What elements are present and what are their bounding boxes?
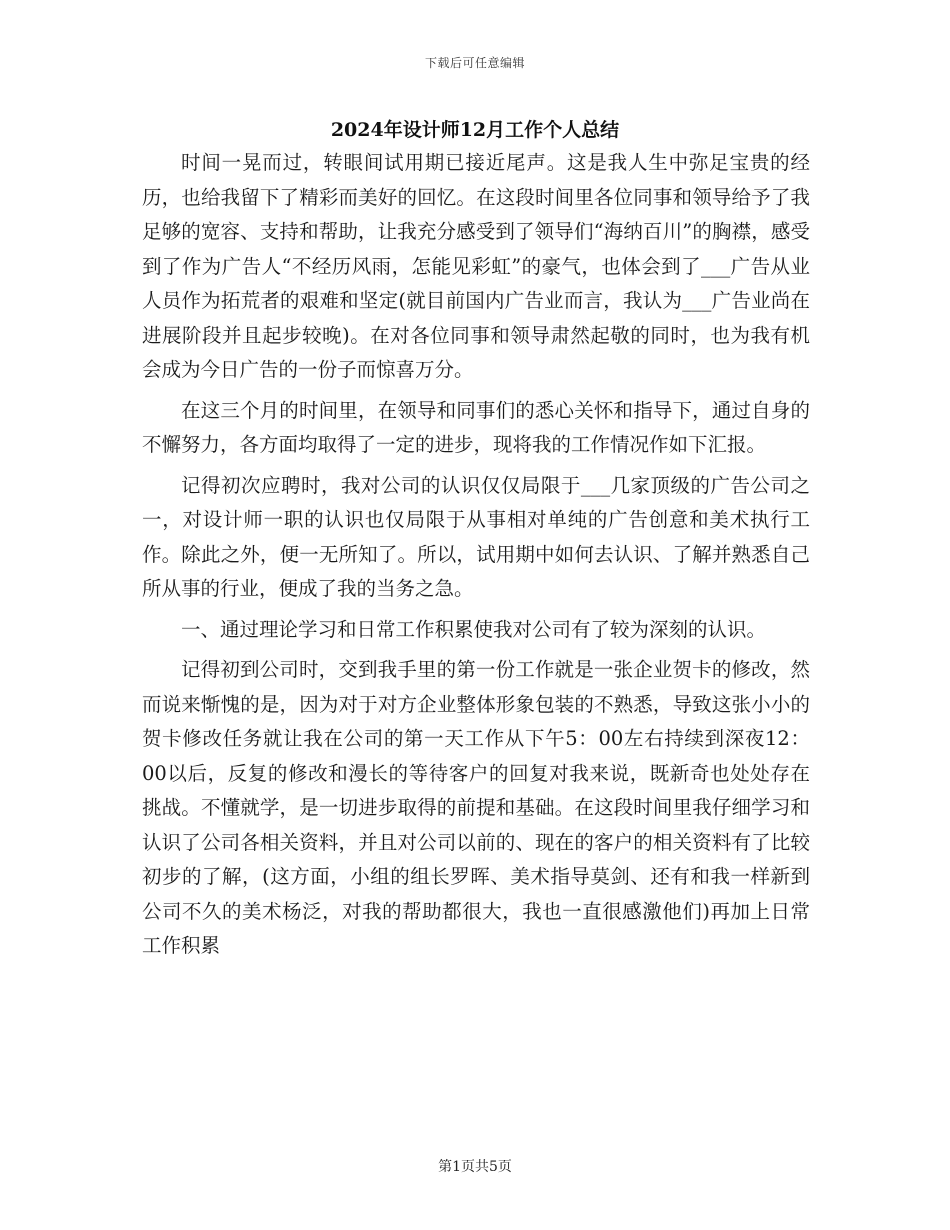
header-note: 下载后可任意编辑 — [424, 56, 525, 70]
paragraph-4: 一、通过理论学习和日常工作积累使我对公司有了较为深刻的认识。 — [181, 617, 767, 641]
document-title: 2024年设计师12月工作个人总结 — [330, 119, 620, 141]
paragraph-1: 时间一晃而过，转眼间试用期已接近尾声。这是我人生中弥足宝贵的经历，也给我留下了精彩而美好的回忆。在这段时间里各位同事和领导给予了我足够的宽容、支持和帮助，让我充分感受到了领导们“海纳百川”的胸襟，感受到了作为广告人“不经历风雨，怎能见彩虹”的豪气，也体会到了___广告从业人员作为拓荒者的艰难和坚定(就目前国内广告业而言，我认为___广告业尚在进展阶段并且起步较晚)。在对各位同事和领导肃然起敬的同时，也为我有机会成为今日广告的一份子而惊喜万分。 — [142, 151, 810, 381]
paragraph-2: 在这三个月的时间里，在领导和同事们的悉心关怀和指导下，通过自身的不懈努力，各方面均取得了一定的进步，现将我的工作情况作如下汇报。 — [142, 398, 810, 456]
document-body — [142, 146, 810, 970]
page-indicator: 第1页共5页 — [438, 1159, 512, 1175]
paragraph-3: 记得初次应聘时，我对公司的认识仅仅局限于___几家顶级的广告公司之一，对设计师一职的认识也仅局限于从事相对单纯的广告创意和美术执行工作。除此之外，便一无所知了。所以，试用期中如何去认识、了解并熟悉自己所从事的行业，便成了我的当务之急。 — [142, 473, 810, 600]
paragraph-5: 记得初到公司时，交到我手里的第一份工作就是一张企业贺卡的修改，然而说来惭愧的是，因为对于对方企业整体形象包装的不熟悉，导致这张小小的贺卡修改任务就让我在公司的第一天工作从下午5：00左右持续到深夜12：00以后，反复的修改和漫长的等待客户的回复对我来说，既新奇也处处存在挑战。不懂就学，是一切进步取得的前提和基础。在这段时间里我仔细学习和认识了公司各相关资料，并且对公司以前的、现在的客户的相关资料有了比较初步的了解，(这方面，小组的组长罗晖、美术指导莫剑、还有和我一样新到公司不久的美术杨泛，对我的帮助都很大，我也一直很感激他们)再加上日常工作积累 — [142, 658, 810, 957]
